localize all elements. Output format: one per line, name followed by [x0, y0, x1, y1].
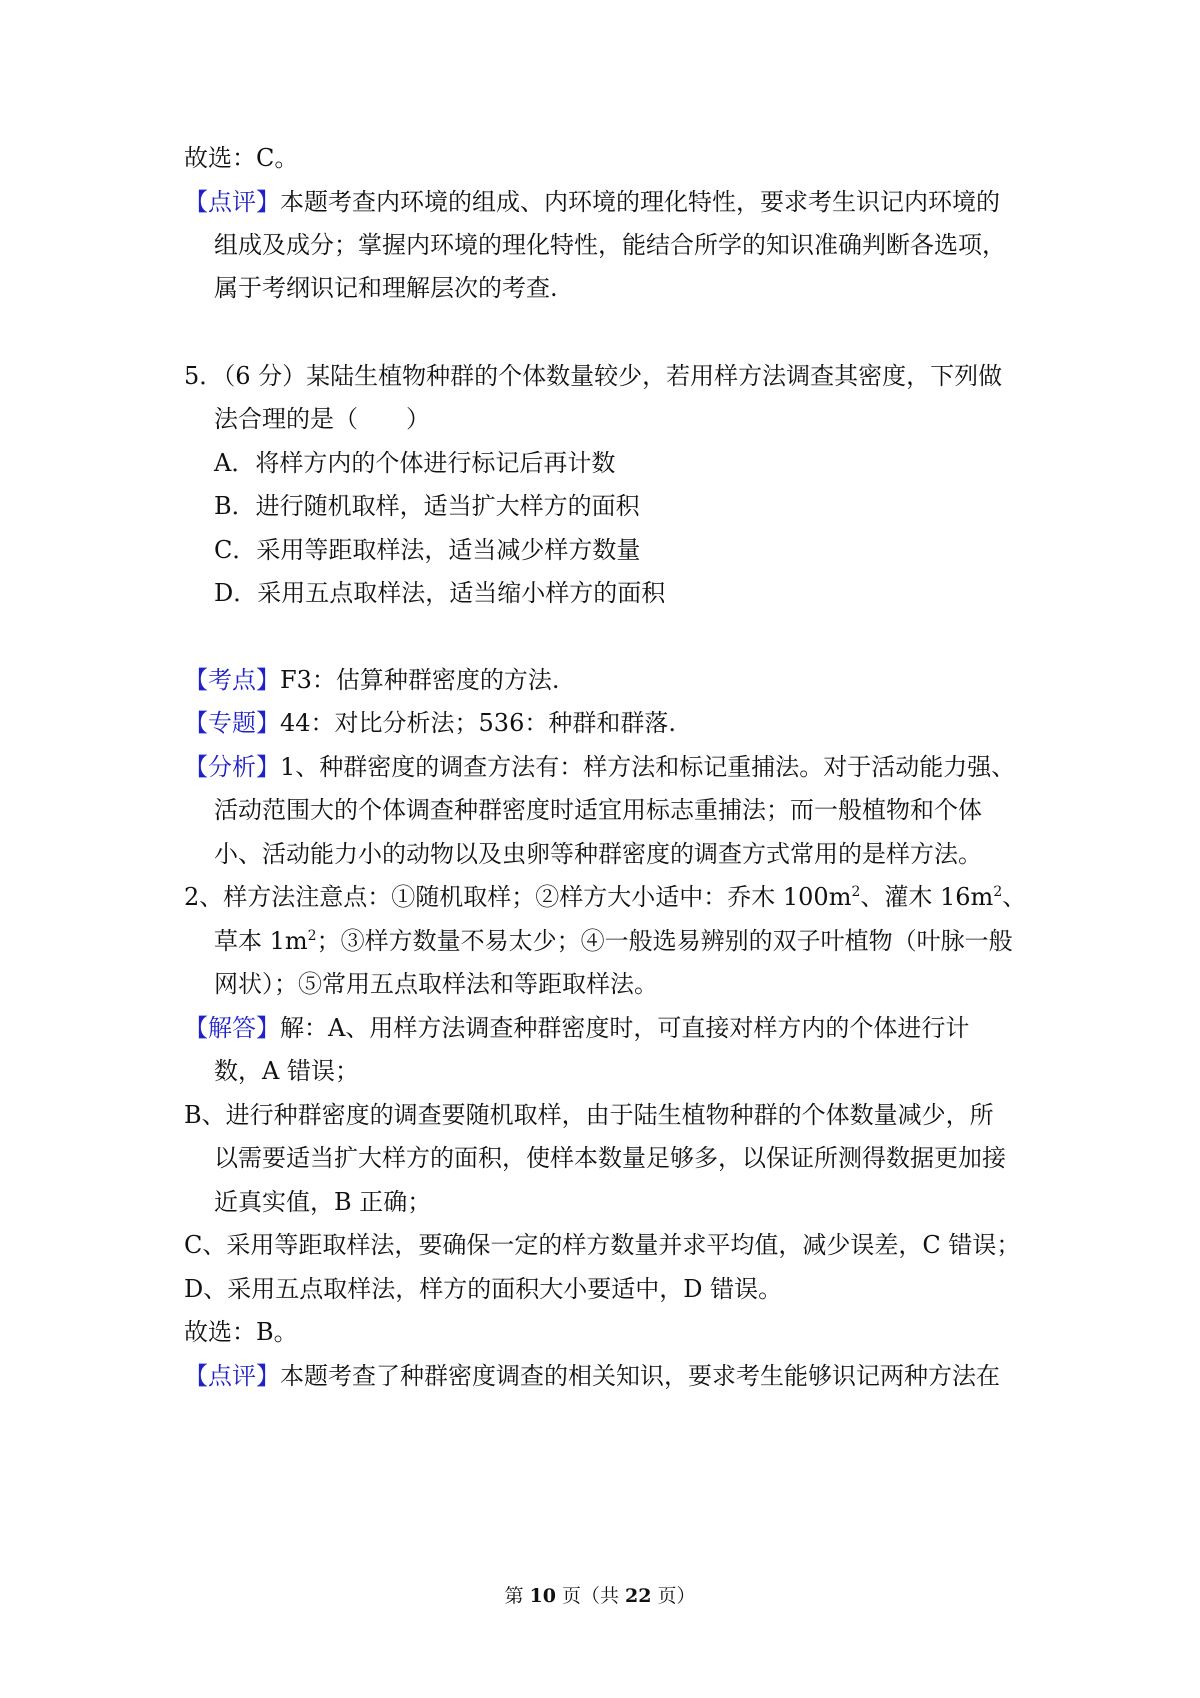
footer-suffix: 页） — [651, 1585, 696, 1607]
final-answer: 故选：B。 — [184, 1318, 298, 1346]
question-stem-line-1: 5．（6 分）某陆生植物种群的个体数量较少，若用样方法调查其密度，下列做 — [184, 362, 1003, 390]
review2-text: 本题考查了种群密度调查的相关知识，要求考生能够识记两种方法在 — [280, 1362, 1000, 1390]
review-tag: 【点评】 — [184, 188, 280, 216]
zhuanti-line — [184, 707, 676, 739]
superscript: 2 — [851, 884, 861, 900]
jieda-text-1: 解：A、用样方法调查种群密度时，可直接对样方内的个体进行计 — [280, 1014, 970, 1042]
fenxi-p2-text-c: 、 — [1002, 883, 1027, 911]
jieda-d-line: D、采用五点取样法，样方的面积大小要适中，D 错误。 — [184, 1275, 783, 1303]
superscript: 2 — [307, 928, 317, 944]
fenxi-p2-text-a: 2、样方法注意点：①随机取样；②样方大小适中：乔木 100m — [184, 883, 852, 911]
kaodian-tag: 【考点】 — [184, 666, 280, 694]
fenxi-p2-line2-text-b: ；③样方数量不易太少；④一般选易辨别的双子叶植物（叶脉一般 — [316, 927, 1013, 955]
total-pages: 22 — [625, 1585, 652, 1607]
review-text: 本题考查内环境的组成、内环境的理化特性，要求考生识记内环境的 — [280, 188, 1000, 216]
fenxi-line-2: 活动范围大的个体调查种群密度时适宜用标志重捕法；而一般植物和个体 — [214, 796, 982, 824]
superscript: 2 — [993, 884, 1003, 900]
option-b: B．进行随机取样，适当扩大样方的面积 — [214, 492, 640, 520]
previous-answer: 故选：C。 — [184, 144, 299, 172]
jieda-b-line-2: 以需要适当扩大样方的面积，使样本数量足够多，以保证所测得数据更加接 — [214, 1144, 1006, 1172]
review2-line — [184, 1360, 1000, 1392]
fenxi-text-1: 1、种群密度的调查方法有：样方法和标记重捕法。对于活动能力强、 — [280, 753, 1016, 781]
jieda-b-line-1: B、进行种群密度的调查要随机取样，由于陆生植物种群的个体数量减少，所 — [184, 1101, 994, 1129]
fenxi-line-1 — [184, 751, 1015, 783]
option-c: C．采用等距取样法，适当减少样方数量 — [214, 536, 641, 564]
review-line-3: 属于考纲识记和理解层次的考查. — [214, 274, 558, 302]
page-footer — [0, 1584, 1200, 1608]
footer-middle: 页（共 — [555, 1585, 626, 1607]
fenxi-p2-text-b: 、灌木 16m — [860, 883, 994, 911]
question-stem-line-2: 法合理的是（ ） — [214, 405, 430, 433]
fenxi-p2-line-3: 网状）；⑤常用五点取样法和等距取样法。 — [214, 970, 658, 998]
review2-tag: 【点评】 — [184, 1362, 280, 1390]
zhuanti-tag: 【专题】 — [184, 709, 280, 737]
review-line-1 — [184, 186, 1000, 218]
current-page-number: 10 — [529, 1585, 556, 1607]
fenxi-tag: 【分析】 — [184, 753, 280, 781]
fenxi-p2-line-2 — [214, 925, 1013, 957]
fenxi-p2-line-1 — [184, 881, 1026, 913]
kaodian-line — [184, 664, 560, 696]
footer-prefix: 第 — [504, 1585, 530, 1607]
review-line-2: 组成及成分；掌握内环境的理化特性，能结合所学的知识准确判断各选项， — [214, 231, 1006, 259]
option-a: A．将样方内的个体进行标记后再计数 — [214, 449, 616, 477]
jieda-tag: 【解答】 — [184, 1014, 280, 1042]
kaodian-text: F3：估算种群密度的方法. — [280, 666, 560, 694]
jieda-line-1 — [184, 1012, 969, 1044]
jieda-b-line-3: 近真实值，B 正确； — [214, 1188, 432, 1216]
fenxi-line-3: 小、活动能力小的动物以及虫卵等种群密度的调查方式常用的是样方法。 — [214, 840, 982, 868]
option-d: D．采用五点取样法，适当缩小样方的面积 — [214, 579, 666, 607]
jieda-c-line: C、采用等距取样法，要确保一定的样方数量并求平均值，减少误差，C 错误； — [184, 1231, 1021, 1259]
jieda-line-2: 数，A 错误； — [214, 1057, 359, 1085]
fenxi-p2-line2-text-a: 草本 1m — [214, 927, 308, 955]
zhuanti-text: 44：对比分析法；536：种群和群落. — [280, 709, 676, 737]
